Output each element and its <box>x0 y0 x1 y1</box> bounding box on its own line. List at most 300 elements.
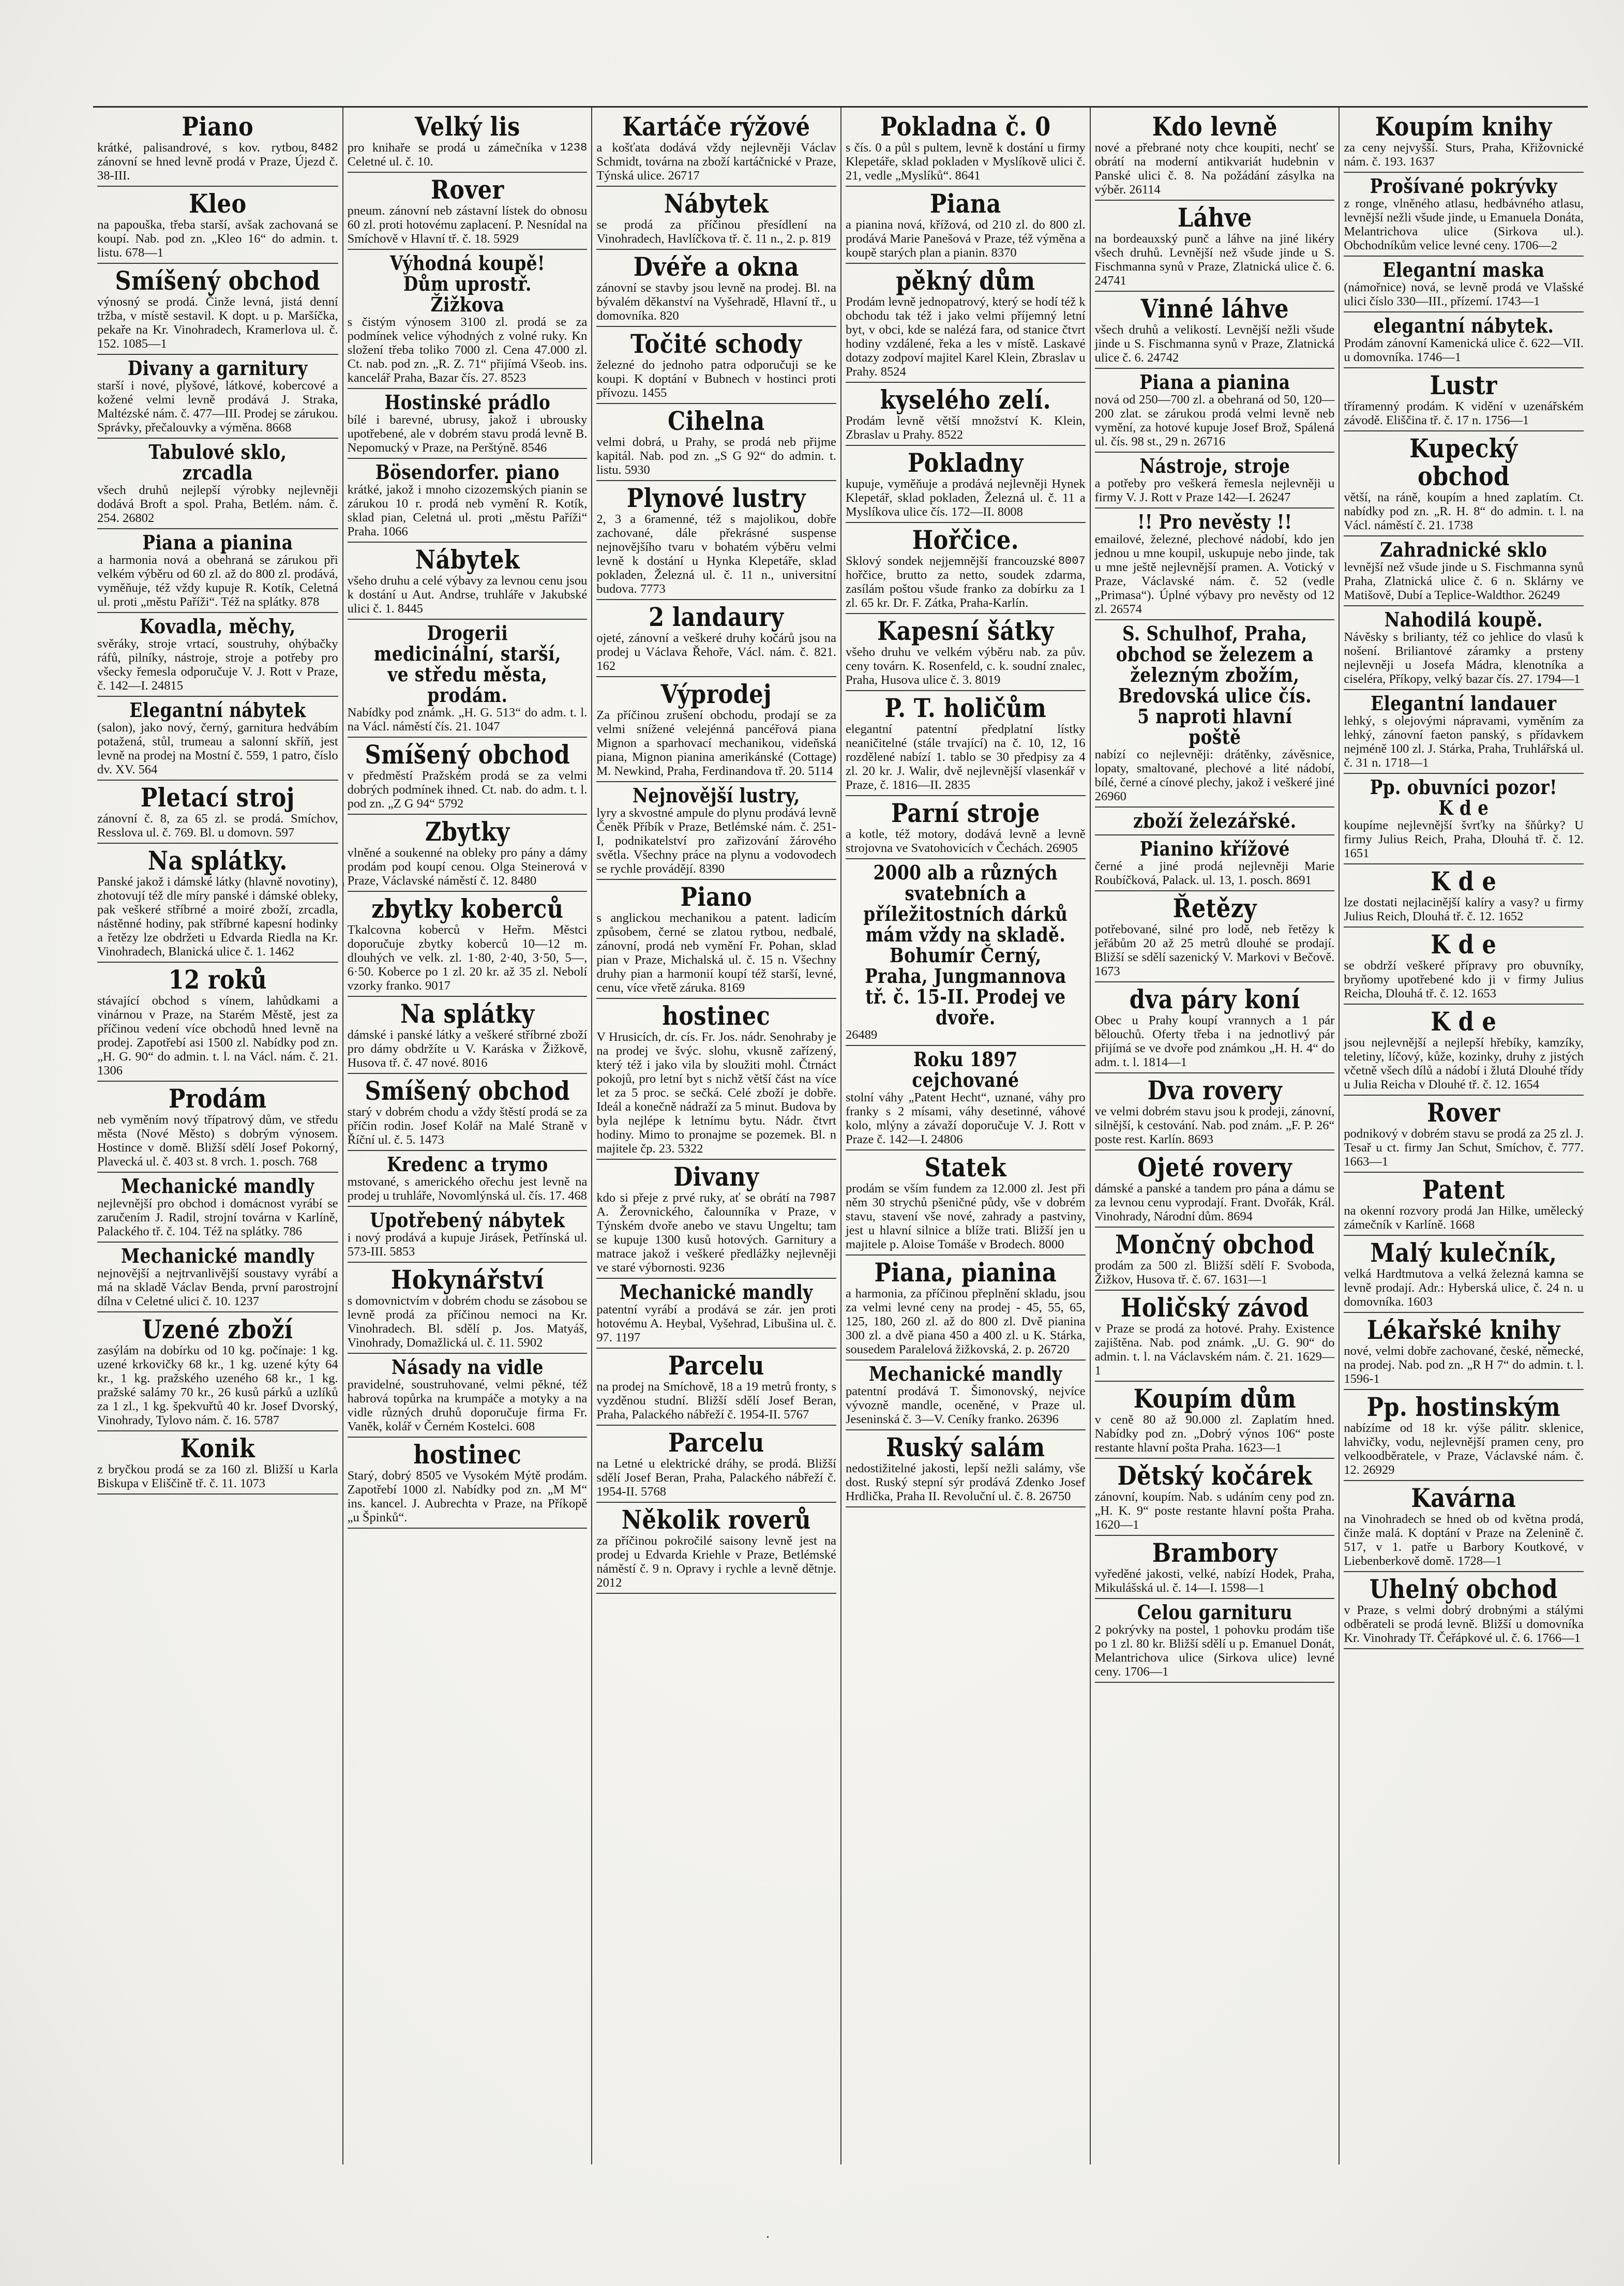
classified-ad <box>1095 111 1335 201</box>
margin-tick: . <box>765 2224 770 2242</box>
ad-text: Návěsky s brilianty, též co jehlice do vlasů k nošení. Briliantové záramky a prsteny nejlevněji u Josefa Mádra, klenotníka a ciseléra, Příkopy, velký bazar čís. 27. 1794—1 <box>1344 630 1584 686</box>
classified-ad <box>596 111 836 187</box>
classified-ad <box>596 251 836 327</box>
ad-text: Starý, dobrý 8505 ve Vysokém Mýtě prodám. Zapotřebí 1000 zl. Nabídky pod zn. „M M“ ins. kancel. J. Aubrechta v Praze, na Příkopě „u Špinků“. <box>347 1469 588 1525</box>
ad-headline: Řetězy <box>1172 893 1257 923</box>
ad-text: nabízíme od 18 kr. výše pálitr. sklenice, lahvičky, vodu, nejlevnější pramen ceny, pro velkoodběratele, v Praze, Václavské nám. č. 12. 26929 <box>1344 1421 1584 1477</box>
ad-text: kdo si přeje z prvé ruky, ať se obrátí na A. Žerovnického, čalounníka v Praze, v Týnském dvoře anebo ve stavu Ungeltu; tam se kupuje 1300 kusů hotových. Garnitury a matrace jakož i veškeré předlážky nejlevněji ve staré výbornosti. 9236 <box>596 1191 836 1275</box>
ad-headline: Uhelný obchod <box>1370 1574 1558 1604</box>
classified-ad <box>596 881 836 999</box>
ad-text: Panské jakož i dámské látky (hlavně novotiny), zhotovují též dle míry panské i dámské obleky, pak veškeré stříbrné a moiré zboží, zrcadla, nástěnné hodiny, pak stříbrné kapesní hodinky a řetězy lze obdržeti u Edvarda Riedla na Kr. Vinohradech, Blanická ulice č. 1. 1462 <box>97 875 338 959</box>
classified-ad <box>846 1257 1086 1361</box>
ad-number: 8007 <box>1058 555 1086 567</box>
ad-headline: 2 landaury <box>649 602 784 632</box>
classified-ad <box>846 1047 1086 1151</box>
ad-text: dámské a panské a tandem pro pána a dámu se za levnou cenu vyprodají. Frant. Dvořák, Král. Vinohrady, Národní dům. 8694 <box>1094 1182 1335 1223</box>
ad-text: koupíme nejlevnější švrťky na šňůrky? U firmy Julius Reich, Praha, Dlouhá tř. č. 12. 1651 <box>1344 818 1584 860</box>
ad-headline: Parcelu <box>668 1350 765 1381</box>
ad-text: s čistým výnosem 3100 zl. prodá se za podmínek velice výhodných z volné ruky. Kn složení třeba toliko 7000 zl. Cena 47.000 zl. Ct. nab. pod zn. „R. Z. 71“ přijímá Všeob. ins. kancelář Praha, Bazar čís. 27. 8523 <box>347 315 588 385</box>
classified-ad <box>1095 1460 1335 1536</box>
margin-tick: ' <box>341 879 345 897</box>
classified-ad <box>348 739 588 815</box>
ad-number: 7987 <box>809 1191 836 1204</box>
classified-ad <box>596 783 836 880</box>
classified-ad <box>97 1174 338 1243</box>
classified-ad <box>1344 775 1584 864</box>
classified-ad <box>1095 1537 1335 1599</box>
ad-headline: Plynové lustry <box>627 483 806 513</box>
ad-headline: Na splátky. <box>147 845 288 876</box>
ad-headline: Piana, pianina <box>874 1257 1057 1288</box>
ad-text: na Vinohradech se hned ob od května prodá, činže malá. K doptání v Praze na Zelenině č. 517, v 1. patře u Barbory Koutkové, v Liebenberkově domě. 1728—1 <box>1344 1512 1584 1568</box>
classified-ad <box>97 111 338 187</box>
ad-headline: Mechanické mandly <box>121 1174 314 1198</box>
ad-text: kupuje, vyměňuje a prodává nejlevněji Hynek Klepetář, sklad pokladen, Železná ul. č. 11 a Myslíkova ulice čís. 172—II. 8008 <box>845 477 1086 519</box>
classified-ad <box>97 964 338 1082</box>
classified-ad <box>348 544 588 620</box>
classified-ad <box>97 845 338 963</box>
column-2 <box>342 108 592 2164</box>
ad-text: tříramenný prodám. K vidění v uzenářském závodě. Eliščina tř. č. 17 n. 1756—1 <box>1344 399 1584 427</box>
classified-ad <box>97 188 338 264</box>
column-4 <box>840 108 1090 2164</box>
classified-ad <box>348 390 588 459</box>
ad-text: nové a přebrané noty chce koupiti, nechť se obrátí na moderní antikvariát hudebnin v Panské ulici č. 8. Na požádání zásylka na výběr. 26114 <box>1094 141 1335 197</box>
ad-text: větší, na ráně, koupím a hned zaplatím. Ct. nabídky pod zn. „R. H. 8“ do admin. t. l. na Václ. náměstí č. 21. 1738 <box>1344 490 1584 532</box>
classified-ad <box>1344 1174 1584 1236</box>
ad-headline: Prošívané pokrývky <box>1370 174 1558 198</box>
classified-ad <box>97 1432 338 1495</box>
classified-ad <box>1095 1600 1335 1683</box>
ad-text: patentní prodává T. Šimonovský, nejvíce vývozně mandle, oceněné, v Praze ul. Jeseninská č. 3—V. Ceníky franko. 26396 <box>845 1384 1086 1426</box>
classified-ad <box>1095 836 1335 891</box>
ad-text: pro knihaře se prodá u zámečníka v Celetné ul. č. 10. <box>347 141 557 169</box>
ad-headline: 12 roků <box>168 964 267 995</box>
classified-ad <box>846 1152 1086 1256</box>
ad-headline: Pletací stroj <box>140 782 295 813</box>
ad-text: železné do jednoho patra odporučuji se ke koupi. K doptání v Bubnech v hostinci proti přívozu. 1455 <box>596 358 836 400</box>
ad-text: pravidelné, soustruhované, velmi pěkné, též habrová topůrka na krumpáče a motyky a na vidle různých druhů doporučuje firma Fr. Vaněk, kolář v Černém Kostelci. 608 <box>347 1378 588 1433</box>
classified-ad <box>1095 202 1335 292</box>
ad-headline: Drogerii medicinální, starší, ve středu města, prodám. <box>373 621 561 707</box>
ad-headline: Lustr <box>1430 370 1498 400</box>
ad-headline: K d e <box>1431 866 1497 897</box>
ad-text: Obec u Prahy koupí vrannych a 1 pár bělouchů. Oferty třeba i na jednotlivý pár přijímá se ve dvoře pod známkou „H. H. 4“ do adm. t. l. 1814—1 <box>1094 1013 1335 1069</box>
ad-headline: Na splátky <box>400 998 535 1029</box>
ad-text: a harmonia nová a obehraná se zárukou při velkém výběru od 60 zl. až do 800 zl. prodává, vyměňuje, též vždy kupuje R. Kotík, Celetná ul. proti „městu Paříži“. Též na splátky. 878 <box>97 553 338 609</box>
classified-ad <box>846 188 1086 264</box>
ad-headline: Mončný obchod <box>1115 1229 1315 1260</box>
classified-ad <box>846 860 1086 1046</box>
ad-text: za příčinou pokročilé saisony levně jest na prodej u Edvarda Kriehle v Praze, Betlémské náměstí č. 9 n. Opravy i rychle a levně dětnje. 2012 <box>596 1534 836 1590</box>
classified-ad <box>846 524 1086 614</box>
ad-headline: Elegantní maska <box>1382 258 1545 281</box>
ad-text: z bryčkou prodá se za 160 zl. Bližší u Karla Biskupa v Eliščině tř. č. 11. 1073 <box>97 1462 338 1490</box>
ad-text: z ronge, vlněného atlasu, hedbávného atlasu, levnější nežli všude jinde, u Emanuela Donáta, Melantrichova ulice (Sirkova ul.). Obchodníkům velice levné ceny. 1706—2 <box>1344 197 1584 252</box>
ad-headline: Nástroje, stroje <box>1139 454 1290 477</box>
ad-headline: Mechanické mandly <box>620 1280 814 1304</box>
classified-ad <box>596 1161 836 1279</box>
ad-headline: zboží železářské. <box>1133 809 1297 832</box>
ad-headline: Výprodej <box>660 679 772 709</box>
classified-ad <box>97 1313 338 1431</box>
ad-text: nedostižitelné jakosti, lepší nežli salámy, vše dost. Ruský stepní sýr prodává Zdenko Josef Hrdlička, Praha II. Revoluční ul. č. 8. 26750 <box>845 1461 1086 1503</box>
classified-ad <box>1344 1006 1584 1096</box>
ad-headline: Cihelna <box>668 406 765 436</box>
ad-text: ve velmi dobrém stavu jsou k prodeji, zánovní, silnější, k cestování. Nab. pod znám. „F. P. 26“ poste rest. Karlín. 8693 <box>1094 1104 1335 1146</box>
ad-headline: Piano <box>680 881 753 912</box>
ad-headline: Parní stroje <box>891 798 1040 828</box>
ad-headline: Pokladna č. 0 <box>880 111 1051 142</box>
classified-ad <box>1344 1482 1584 1572</box>
classified-ad <box>348 111 588 173</box>
ad-headline: Statek <box>924 1152 1007 1183</box>
ad-headline: Kredenc a trymo <box>386 1153 548 1176</box>
ad-text: v ceně 80 až 90.000 zl. Zaplatím hned. Nabídky pod zn. „Dobrý výnos 106“ poste restante hlavní pošta Praha. 1623—1 <box>1094 1413 1335 1455</box>
ad-headline: Vinné láhve <box>1140 293 1289 324</box>
classified-ad <box>1344 432 1584 536</box>
ad-headline: Hokynářství <box>390 1264 544 1295</box>
ad-text: emailové, železné, plechové nádobí, kdo jen jednou u mne koupil, uskupuje nebo jinde, tak u mne ještě nejlevnější pramen. A. Votický v Praze, Václavské nám. č. 52 (vedle „Primasa“). Úplné výbavy pro nevěsty od 12 zl. 26574 <box>1094 532 1335 616</box>
classified-ad <box>1095 809 1335 835</box>
ad-headline: Kovadla, měchy, <box>140 615 296 638</box>
classified-ad <box>1344 369 1584 431</box>
ad-headline: Lékařské knihy <box>1367 1314 1561 1345</box>
ad-text: Sklový sondek nejjemnější francouzské hořčice, brutto za netto, soudek zdarma, zasílám poštou všude franko za dobírku za 1 zl. 65 kr. Dr. F. Zátka, Praha-Karlín. <box>845 554 1086 610</box>
column-3 <box>591 108 840 2164</box>
ad-text: v Praze, s velmi dobrý drobnými a stálými odběrateli se prodá levně. Bližší u domovníka Kr. Vinohrady Tř. Čeřápkové ul. č. 6. 1766—1 <box>1344 1603 1584 1645</box>
classified-ad <box>1095 1229 1335 1291</box>
ad-headline: Bösendorfer. piano <box>375 460 560 484</box>
ad-text: i nový prodává a kupuje Jirásek, Petřínská ul. 573-III. 5853 <box>347 1231 588 1259</box>
ad-headline: Mechanické mandly <box>868 1362 1062 1385</box>
classified-ad <box>348 1264 588 1354</box>
classified-ad <box>596 1504 836 1594</box>
classified-columns <box>93 106 1588 2167</box>
ad-text: lehký, s olejovými nápravami, vyměním za lehký, zánovní faeton panský, s přídavkem nejméně 100 zl. J. Stárka, Praha, Truhlářská ul. č. 31 n. 1718—1 <box>1344 714 1584 770</box>
classified-ad <box>596 405 836 481</box>
ad-headline: Mechanické mandly <box>121 1244 314 1267</box>
ad-headline: Hostinské prádlo <box>384 391 550 414</box>
classified-ad <box>596 678 836 782</box>
ad-text: Tkalcovna koberců v Heřm. Městci doporučuje zbytky koberců 10—12 m. dlouhých ve velk. zl. 1·80, 2·40, 3·50, 5—, 6·50. Koberce po 1 zl. 20 kr. až 35 zl. Nebolí vzorky franko. 9017 <box>347 923 588 993</box>
ad-headline: Kapesní šátky <box>877 616 1054 646</box>
ad-headline: Dětský kočárek <box>1117 1460 1312 1491</box>
classified-ad <box>846 265 1086 383</box>
classified-ad <box>596 1000 836 1160</box>
classified-ad <box>1095 1152 1335 1228</box>
ad-headline: dva páry koní <box>1129 984 1300 1014</box>
ad-text: zasýlám na dobírku od 10 kg. počínaje: 1 kg. uzené krkovičky 68 kr., 1 kg. uzené kýty 64 kr., 1 kg. pražského uzeného 68 kr., 1 kg. pražské salámy 70 kr., 26 kusů párků a uzlíků za 1 zl., 1 kg. špekvuřtů 40 kr. Josef Dvorský, Vinohrady, Tylovo nám. č. 16. 5787 <box>97 1343 338 1427</box>
classified-ad <box>596 1280 836 1349</box>
classified-ad <box>1344 313 1584 368</box>
classified-ad <box>97 356 338 439</box>
ad-text: 26489 <box>845 1028 878 1042</box>
ad-text: nová od 250—700 zl. a obehraná od 50, 120—200 zlat. se zárukou prodá velmi levně neb vymění, za hotové kupuje Josef Brož, Spálená ul. čís. 98 st., 29 n. 26716 <box>1094 393 1335 449</box>
ad-text: 2, 3 a 6ramenné, též s majolikou, dobře zachované, dále překrásné suspense nejnovějšího tvaru v bohatém výběru velmi levně k dostání u Hynka Klepetáře, sklad pokladen, Železná ul. č. 11 n., universitní budova. 7773 <box>596 512 836 596</box>
ad-text: všech druhů nejlepší výrobky nejlevněji dodává Broft a spol. Praha, Betlém. nám. č. 254. 26802 <box>97 483 338 525</box>
ad-headline: Brambory <box>1152 1537 1277 1568</box>
classified-ad <box>1344 1391 1584 1481</box>
ad-headline: Kupecký obchod <box>1409 433 1518 491</box>
classified-ad <box>97 782 338 844</box>
classified-ad <box>348 621 588 738</box>
ad-headline: Piana a pianina <box>142 531 293 554</box>
ad-headline: Piano <box>182 111 254 142</box>
classified-ad <box>97 698 338 781</box>
ad-headline: Dvéře a okna <box>634 251 800 282</box>
ad-headline: Koupím dům <box>1133 1383 1296 1414</box>
ad-text: Nabídky pod známk. „H. G. 513“ do adm. t. l. na Václ. náměstí čís. 21. 1047 <box>347 706 588 734</box>
ad-text: lyry a skvostné ampule do plynu prodává levně Čeněk Příbík v Praze, Betlémské nám. č. 251-I, podnikatelství pro zařizování žárového světla. Všechny práce na plynu a vodovodech se rychle provádějí. 8390 <box>596 806 836 876</box>
ad-text: nejnovější a nejtrvanlivější soustavy vyrábí a má na skladě Václav Benda, první parostrojní dílna v Celetné ulici č. 10. 1237 <box>97 1266 338 1308</box>
classified-ad <box>1095 293 1335 369</box>
ad-headline: Kartáče rýžové <box>622 111 810 142</box>
ad-text: stávající obchod s vínem, lahůdkami a vinárnou v Praze, na Starém Městě, jest za příčinou vedení více obchodů hned levně na prodej. Zapotřebí asi 1500 zl. Nabídky pod zn. „H. G. 90“ do admin. t. l. na Václ. nám. č. 21. 1306 <box>97 994 338 1078</box>
ad-text: stolní váhy „Patent Hecht“, uznané, váhy pro franky s 2 mísami, váhy desetinné, váhové kolo, mlýny a závaží doporučuje V. J. Rott v Praze č. 142—I. 24806 <box>845 1090 1086 1146</box>
ad-text: svěráky, stroje vrtací, soustruhy, ohýbačky ráfů, pilníky, nástroje, stroje a potřeby pro všecky řemesla odporučuje V. J. Rott v Praze, č. 142—I. 24815 <box>97 637 338 693</box>
ad-headline: Patent <box>1422 1174 1506 1205</box>
ad-headline: Točité schody <box>630 328 802 359</box>
ad-text: se prodá za příčinou přesídlení na Vinohradech, Havlíčkova tř. č. 11 n., 2. p. 819 <box>596 218 836 246</box>
ad-headline: K d e <box>1431 1006 1497 1037</box>
ad-headline: Celou garnituru <box>1137 1601 1292 1624</box>
classified-ad <box>596 328 836 404</box>
ad-headline: !! Pro nevěsty !! <box>1137 510 1292 533</box>
ad-text: starší i nové, plyšové, látkové, kobercové a kožené velmi levně prodává J. Straka, Maltézské nám. č. 477—III. Prodej se zárukou. Správky, přečalouvky a výměna. 8668 <box>97 379 338 435</box>
ad-headline: Zahradnické sklo <box>1380 538 1547 561</box>
ad-headline: Malý kulečník, <box>1370 1237 1557 1268</box>
ad-text: a harmonia, za příčinou přeplnění skladu, jsou za velmi levné ceny na prodej - 45, 55, 65, 125, 180, 260 zl. až do 800 zl. Dvě pianina 300 zl. a dvě piana 450 a 400 zl. u K. Stárka, sousedem Paralelová žižkovská, 2. p. 26720 <box>845 1287 1086 1356</box>
classified-ad <box>348 1439 588 1529</box>
ad-headline: zbytky koberců <box>371 893 564 924</box>
ad-headline: Rover <box>1427 1097 1500 1128</box>
ad-text: na papouška, třeba starší, avšak zachovaná se koupí. Nab. pod zn. „Kleo 16“ do admin. t. listu. 678—1 <box>97 218 338 260</box>
ad-headline: Kdo levně <box>1152 111 1277 142</box>
ad-text: Za příčinou zrušení obchodu, prodají se za velmi snížené velejénná pancéřová piana Mignon a sparhovací mechanikou, videňská piana, Mignon pianina amerikánské (Cottage) M. Newkind, Praha, Ferdinandova tř. 20. 5114 <box>596 708 836 778</box>
ad-text: všeho druhu a celé výbavy za levnou cenu jsou k dostání u Aut. Andrse, truhláře v Jakubské ulici č. 1. 8445 <box>347 574 588 616</box>
ad-headline: Holičský závod <box>1120 1292 1309 1323</box>
ad-text: V Hrusicích, dr. cís. Fr. Jos. nádr. Senohraby je na prodej ve švýc. slohu, vkusně zařízený, který též i jako vila by sloužiti mohl. Čtrnáct pokojů, pro letní byt s nichž větší část na více let za 5 proc. se sečká. Celé zboží je dobře. Ideál a konečně nádraží za 5 minut. Budova by byla nejlépe k letnímu bytu. Nádr. čtvrt hodiny. Mimo to pronajme se pozemek. Bl. n majitele čp. 23. 5322 <box>596 1030 836 1156</box>
ad-headline: Konik <box>180 1433 255 1463</box>
classified-ad <box>348 1208 588 1263</box>
classified-ad <box>97 614 338 697</box>
classified-ad <box>1344 258 1584 312</box>
ad-text: podnikový v dobrém stavu se prodá za 25 zl. J. Tesař u ct. firmy Jan Schut, Smíchov, č. 777. 1663—1 <box>1344 1127 1584 1169</box>
ad-headline: K d e <box>1431 929 1497 960</box>
ad-headline: Smíšený obchod <box>115 265 321 296</box>
ad-headline: Piana <box>929 188 1001 219</box>
classified-ad <box>596 601 836 677</box>
ad-text: s domovnictvím v dobrém chodu se zásobou se levně prodá za příčinou nemoci na Kr. Vinohradech. Bl. sdělí p. Jos. Matyáš, Vinohrady, Domažlická ul. č. 11. 5902 <box>347 1294 588 1350</box>
ad-headline: Ruský salám <box>886 1432 1045 1462</box>
ad-headline: Pp. hostinským <box>1366 1392 1561 1422</box>
classified-ad <box>1095 510 1335 620</box>
classified-ad <box>1095 1074 1335 1151</box>
ad-text: nabízí co nejlevněji: drátěnky, závěsnice, lopaty, smaltované, plechové a lité nádobí, bílé, černé a cínové plechy, jakož i veškeré jiné 26960 <box>1094 748 1335 803</box>
ad-text: ojeté, zánovní a veškeré druhy kočárů jsou na prodej u Václava Řehoře, Václ. nám. č. 821. 162 <box>596 631 836 673</box>
ad-text: všech druhů a velikostí. Levnější nežli všude jinde u S. Fischmanna synů v Praze, Zlatnická ulice č. 6. 24742 <box>1094 323 1335 365</box>
ad-headline: 2000 alb a různých svatebních a příležitostních dárků mám vždy na skladě. Bohumír Černý, Praha, Jungmannova tř. č. 15-II. Prodej ve dvoře. <box>863 861 1068 1029</box>
ad-headline: Prodám <box>168 1083 267 1114</box>
ad-text: dámské i panské látky a veškeré stříbrné zboží pro dámy obdržíte u V. Karáska v Žižkově, Husova tř. č. 47 nové. 8016 <box>347 1028 588 1070</box>
classified-ad <box>1344 691 1584 774</box>
classified-ad <box>348 1075 588 1151</box>
classified-ad <box>1344 1314 1584 1390</box>
ad-text: prodám se vším fundem za 12.000 zl. Jest při něm 30 strychů pšeničné půdy, vše v dobrém stavu, stavení vše nové, zahrady a pastviny, jest u hlavní silnice a blíže trati. Bližší jen u majitele p. Aloise Tomáše v Brodech. 8000 <box>845 1182 1086 1251</box>
ad-headline: Velký lis <box>414 111 520 142</box>
ad-headline: Ojeté rovery <box>1137 1152 1292 1183</box>
classified-ad <box>97 1083 338 1173</box>
ad-headline: Elegantní landauer <box>1371 692 1557 715</box>
ad-text: za ceny nejvyšší. Sturs, Praha, Křižovnické nám. č. 193. 1637 <box>1344 141 1584 169</box>
classified-ad <box>846 1362 1086 1430</box>
ad-text: nejlevnější pro obchod i domácnost vyrábí se zaručením J. Radil, strojní továrna v Karlíně, Palackého tř. č. 104. Též na splátky. 786 <box>97 1197 338 1238</box>
ad-headline: Pokladny <box>908 447 1024 478</box>
classified-ad <box>348 1152 588 1207</box>
ad-text: elegantní patentní předplatní lístky neaničitelné (stále trvající) na č. 10, 12, 16 rozdělené nabízí 1. tablo se 30 předpisy za 4 zl. 20 kr. J. Walir, dvě nejlevnější vlasenkář v Praze, č. 1816—II. 2835 <box>845 722 1086 792</box>
classified-ad <box>1344 111 1584 173</box>
classified-ad <box>348 1355 588 1438</box>
ad-headline: Piana a pianina <box>1139 370 1290 394</box>
classified-ad <box>348 893 588 997</box>
ad-headline: Divany a garnitury <box>127 356 308 380</box>
ad-headline: Dva rovery <box>1147 1075 1282 1105</box>
classified-ad <box>1344 537 1584 606</box>
ad-headline: elegantní nábytek. <box>1373 314 1554 337</box>
ad-text: všeho druhu ve velkém výběru nab. za pův. ceny továrn. K. Rosenfeld, c. k. soudní znalec, Praha, Husova ulice č. 3. 8019 <box>845 645 1086 687</box>
ad-text: velká Hardtmutova a velká železná kamna se levně prodají. Adr.: Hyberská ulice, č. 24 n. u domovníka. 1603 <box>1344 1267 1584 1309</box>
classified-ad <box>1095 892 1335 982</box>
ad-text: a kotle, též motory, dodává levně a levně strojovna ve Svatohovicích v Čechách. 26905 <box>845 827 1086 855</box>
ad-headline: Koupím knihy <box>1375 111 1553 142</box>
ad-number: 8482 <box>310 141 338 154</box>
classified-ad <box>846 111 1086 187</box>
ad-headline: Smíšený obchod <box>365 1075 570 1106</box>
ad-headline: Uzené zboží <box>142 1314 293 1344</box>
ad-text: s čís. 0 a půl s pultem, levně k dostání u firmy Klepetáře, sklad pokladen v Myslíkově ulici č. 21, vedle „Myslíků“. 8641 <box>845 141 1086 183</box>
ad-headline: Násady na vidle <box>391 1355 544 1379</box>
classified-ad <box>846 384 1086 446</box>
ad-text: prodám za 500 zl. Bližší sdělí F. Svoboda, Žižkov, Husova tř. č. 67. 1631—1 <box>1094 1259 1335 1287</box>
classified-ad <box>596 188 836 250</box>
ad-headline: S. Schulhof, Praha, obchod se železem a železným zbožím, Bredovská ulice čís. 5 naproti hlavní poště <box>1116 622 1314 749</box>
ad-headline: P. T. holičům <box>884 693 1047 723</box>
ad-text: (námořnice) nová, se levně prodá ve Vlašské ulici číslo 330—III., přízemí. 1743—1 <box>1344 280 1584 308</box>
classified-ad <box>1344 1237 1584 1313</box>
ad-text: v Praze se prodá za hotové. Prahy. Existence zajištěna. Nab. pod známk. „U. G. 90“ do admin. t. l. na Václavském nám. č. 21. 1629—1 <box>1094 1322 1335 1378</box>
ad-headline: Pp. obuvníci pozor! K d e <box>1370 775 1558 819</box>
ad-text: na bordeauxský punč a láhve na jiné likéry všech druhů. Levnější než všude jinde u S. Fischmanna synů v Praze, Zlatnická ulice č. 6. 24741 <box>1094 232 1335 288</box>
ad-text: a potřeby pro veškerá řemesla nejlevněji u firmy V. J. Rott v Praze 142—I. 26247 <box>1094 476 1335 504</box>
ad-headline: Nábytek <box>664 188 769 219</box>
ad-text: bílé i barevné, ubrusy, jakož i ubrousky upotřebené, ale v dobrém stavu prodá levně B. Nepomucký v Praze, na Perštýně. 8546 <box>347 413 588 455</box>
classified-ad <box>596 1427 836 1503</box>
ad-headline: Nejnovější lustry, <box>633 784 801 807</box>
ad-headline: Pianino křížové <box>1139 837 1290 860</box>
ad-text: výnosný se prodá. Činže levná, jistá denní tržba, v místě sestavil. K dopt. u p. Maršíčka, pekaře na Kr. Vinohradech, Kramerlova ul. č. 152. 1085—1 <box>97 295 338 351</box>
ad-headline: Rover <box>430 174 504 205</box>
classified-ad <box>1095 621 1335 808</box>
classified-ad <box>596 482 836 600</box>
ad-headline: Elegantní nábytek <box>129 698 306 722</box>
classified-ad <box>1344 607 1584 690</box>
ad-headline: Roku 1897 cejchované <box>912 1048 1019 1092</box>
classified-ad <box>1344 929 1584 1005</box>
ad-headline: Několik roverů <box>622 1504 811 1535</box>
ad-text: patentní vyrábí a prodává se zár. jen proti hotovému A. Heybal, Vyšehrad, Libušina ul. č. 97. 1197 <box>596 1303 836 1344</box>
classified-ad <box>1095 370 1335 453</box>
ad-text: (salon), jako nový, černý, garnitura hedvábím potažená, stůl, trumeau a salonní skříň, jest levně na prodej na Mostní č. 559, 1 patro, číslo dv. XV. 564 <box>97 721 338 776</box>
ad-text: Prodám levně větší množství K. Klein, Zbraslav u Prahy. 8522 <box>845 414 1086 442</box>
ad-text: krátké, jakož i mnoho cizozemských pianin se zárukou 10 r. prodá neb vymění R. Kotík, sklad pian, Celetná ul. proti „městu Paříži“ Praha. 1066 <box>347 483 588 539</box>
ad-text: zánovní č. 8, za 65 zl. se prodá. Smíchov, Resslova ul. č. 769. Bl. u domovn. 597 <box>97 812 338 840</box>
ad-headline: Zbytky <box>425 816 510 847</box>
ad-headline: Kleo <box>189 188 247 219</box>
ad-headline: Výhodná koupě! Dům uprostř. Žižkova <box>389 251 545 316</box>
ad-headline: hostinec <box>413 1439 521 1470</box>
classified-ad <box>97 440 338 529</box>
ad-headline: Kavárna <box>1411 1483 1516 1513</box>
ad-headline: Nahodilá koupě. <box>1384 608 1543 631</box>
classified-ad <box>348 174 588 250</box>
classified-ad <box>1095 1292 1335 1382</box>
ad-text: 2 pokrývky na postel, 1 pohovku prodám tiše po 1 zl. 80 kr. Bližší sdělí u p. Emanuel Donát, Melantrichova ulice (Sirkova ulice) levné ceny. 1706—1 <box>1094 1623 1335 1679</box>
classified-ad <box>846 615 1086 691</box>
ad-headline: Tabulové sklo, zrcadla <box>148 440 287 484</box>
ad-text: vlněné a soukenné na obleky pro pány a dámy prodám pod koupí cenou. Olga Steinerová v Praze, Václavské náměstí č. 12. 8480 <box>347 846 588 888</box>
classified-ad <box>596 1350 836 1426</box>
ad-headline: Parcelu <box>668 1427 765 1458</box>
ad-text: se obdrží veškeré přípravy pro obuvníky, bryňomy upotřebené kdo ji v firmy Julius Reicha, Dlouhá tř. č. 12. 1653 <box>1344 959 1584 1000</box>
ad-text: starý v dobrém chodu a vždy štěstí prodá se za příčin rodin. Josef Kolář na Malé Straně v Říční ul. č. 5. 1473 <box>347 1105 588 1147</box>
column-5 <box>1090 108 1339 2164</box>
ad-text: v předměstí Pražském prodá se za velmi dobrých podmínek ihned. Ct. nab. do adm. t. l. pod zn. „Z G 94“ 5792 <box>347 769 588 811</box>
classified-ad <box>1344 1097 1584 1173</box>
ad-headline: pěkný dům <box>896 265 1035 296</box>
ad-text: velmi dobrá, u Prahy, se prodá neb přijme kapitál. Nab. pod zn. „S G 92“ do admin. t. listu. 5930 <box>596 435 836 477</box>
classified-ad <box>846 447 1086 523</box>
classified-ad <box>846 797 1086 859</box>
classified-ad <box>846 692 1086 796</box>
ad-text: neb vyměním nový třípatrový dům, ve středu města (Nové Město) s dobrým výnosem. Hostince v domě. Bližší sdělí Josef Pokorný, Plavecká ul. č. 403 st. 8 vrch. 1. posch. 768 <box>97 1113 338 1169</box>
ad-text: zánovní se stavby jsou levně na prodej. Bl. na bývalém děkanství na Vyšehradě, Hlavní tř., u domovníka. 820 <box>596 281 836 323</box>
classified-ad <box>348 251 588 389</box>
classified-ad <box>97 1244 338 1312</box>
classified-ad <box>1344 1573 1584 1649</box>
ad-number: 1238 <box>560 141 588 154</box>
classified-ad <box>348 460 588 543</box>
ad-text: na prodej na Smíchově, 18 a 19 metrů fronty, s vyzděnou studní. Bližší sdělí Josef Beran, Praha, Palackého nábřeží č. 1954-II. 5767 <box>596 1380 836 1422</box>
classified-ad <box>348 816 588 892</box>
ad-text: potřebované, silné pro lodě, neb řetězy k jeřábům 20 až 25 metrů dlouhé se prodají. Bližší se sdělí sazenický V. Markovi v Bečově. 1673 <box>1094 922 1335 978</box>
classified-ad <box>1095 1383 1335 1459</box>
ad-text: nové, velmi dobře zachované, české, německé, na prodej. Nab. pod zn. „R H 7“ do admin. t. l. 1596-1 <box>1344 1344 1584 1386</box>
ad-text: a košťata dodává vždy nejlevněji Václav Schmidt, továrna na zboží kartáčnické v Praze, Týnská ulice. 26717 <box>596 141 836 183</box>
ad-headline: hostinec <box>662 1000 771 1031</box>
classified-ad <box>1344 865 1584 928</box>
column-6 <box>1339 108 1588 2164</box>
column-1 <box>93 108 342 2164</box>
ad-headline: Smíšený obchod <box>365 739 570 770</box>
ad-headline: Hořčice. <box>912 525 1019 555</box>
ad-text: Prodám zánovní Kamenická ulice č. 622—VII. u domovníka. 1746—1 <box>1344 336 1584 364</box>
ad-text: Prodám levně jednopatrový, který se hodí též k obchodu tak též i jako velmi příjemný letní byt, v obci, kde se nalézá fara, od stanice čtvrt hodiny vzdálené, řeka a les v místě. Laskavé dotazy zodpoví majitel Karel Klein, Zbraslav u Prahy. 8524 <box>845 295 1086 379</box>
ad-text: a pianina nová, křížová, od 210 zl. do 800 zl. prodává Marie Panešová v Praze, též výměna a koupě starých plan a pianin. 8370 <box>845 218 1086 260</box>
ad-text: na Letné u elektrické dráhy, se prodá. Bližší sdělí Josef Beran, Praha, Palackého nábřeží č. 1954-II. 5768 <box>596 1457 836 1499</box>
classified-ad <box>1095 454 1335 509</box>
ad-headline: kyselého zelí. <box>880 384 1051 415</box>
